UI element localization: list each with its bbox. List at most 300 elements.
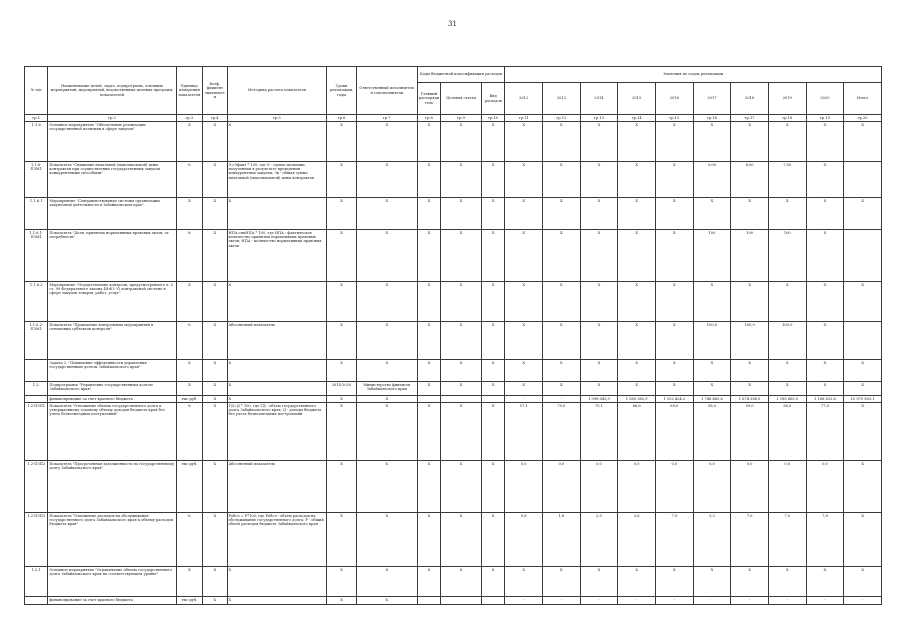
table-cell: Х — [731, 360, 769, 382]
row-name-cell: Показатель "Отношение расходов на обслуживание государственного долга Забайкальского края к объему расходов бюджета края" — [48, 513, 176, 567]
table-cell: Х — [806, 360, 844, 382]
table-cell: Х — [227, 198, 327, 230]
row-name-cell: Основное мероприятие "Ограничение объема государственного долга Забайкальского края на соответствующем уровне" — [48, 567, 176, 597]
table-cell: Х — [481, 513, 504, 567]
table-cell: Х — [227, 360, 327, 382]
table-row — [25, 396, 882, 403]
table-cell: Х — [356, 198, 417, 230]
table-cell: - — [505, 396, 543, 403]
table-cell — [441, 597, 482, 605]
table-cell: Министерство финансов Забайкальского края — [356, 382, 417, 396]
table-cell: Х — [844, 382, 882, 396]
table-cell: 1 168 832,6 — [806, 396, 844, 403]
table-cell: Х — [580, 282, 618, 322]
table-cell: 0,0 — [731, 461, 769, 513]
table-cell: Х — [441, 403, 482, 461]
header-no: № п/п — [25, 67, 48, 115]
table-cell: Х — [356, 513, 417, 567]
table-cell: Х — [481, 198, 504, 230]
table-cell: Х — [227, 382, 327, 396]
table-cell: 2014-2020 — [327, 382, 357, 396]
table-cell: 70,1 — [580, 403, 618, 461]
header-year: 2014 — [580, 83, 618, 115]
header-admin: Главный распорядитель — [417, 83, 440, 115]
table-cell: Х — [441, 122, 482, 162]
table-cell: Х — [768, 282, 806, 322]
table-cell: 1 746 465,6 — [693, 396, 731, 403]
table-cell: 1 569 382,9 — [618, 396, 656, 403]
table-cell: Х — [441, 198, 482, 230]
table-cell: Х — [768, 122, 806, 162]
table-cell: Х — [844, 567, 882, 597]
table-cell: Х — [417, 282, 440, 322]
table-cell: Х — [227, 396, 327, 403]
table-cell: Х — [327, 122, 357, 162]
table-cell: 69,0 — [655, 403, 693, 461]
table-row — [25, 360, 882, 382]
row-number-cell: 1.1.6.2-ПЗМ1 — [25, 322, 48, 360]
table-cell: Х — [417, 382, 440, 396]
table-cell: Х — [176, 382, 202, 396]
table-cell: Х — [693, 198, 731, 230]
table-cell: Х — [441, 567, 482, 597]
table-cell: Х — [693, 567, 731, 597]
table-cell: Х — [203, 403, 227, 461]
table-cell: Х — [356, 162, 417, 198]
table-cell: Х — [441, 162, 482, 198]
table-cell: Х — [481, 162, 504, 198]
table-cell: 0,0 — [505, 461, 543, 513]
column-number: гр.17 — [731, 115, 769, 122]
table-cell: Х — [655, 322, 693, 360]
table-cell: Х — [655, 122, 693, 162]
column-number: гр.9 — [441, 115, 482, 122]
table-cell: Х — [481, 322, 504, 360]
table-cell: Х — [580, 230, 618, 282]
row-name-cell: Показатель "Снижение начальной (максимальной) цены контрактов при осуществлении государственных закупок конкурентными способами" — [48, 162, 176, 198]
table-cell: Х — [693, 282, 731, 322]
table-cell: 5,3 — [693, 513, 731, 567]
table-cell: Х — [806, 567, 844, 597]
column-number: гр.7 — [356, 115, 417, 122]
table-cell: Х — [505, 382, 543, 396]
table-cell: Х — [731, 122, 769, 162]
table-cell: - — [693, 597, 731, 605]
row-name-cell: Показатель "Доля, принятых нормативных правовых актов, от потребности" — [48, 230, 176, 282]
row-number-cell: 1.2-ПЗП1 — [25, 403, 48, 461]
table-cell: Х — [327, 597, 357, 605]
table-row — [25, 403, 882, 461]
table-cell: 1 098 843,9 — [580, 396, 618, 403]
table-cell: Х — [806, 282, 844, 322]
row-number-cell — [25, 360, 48, 382]
table-cell: 7,0 — [731, 513, 769, 567]
table-cell: Х — [417, 162, 440, 198]
table-row — [25, 461, 882, 513]
table-cell: 0,0 — [618, 461, 656, 513]
table-cell: % — [176, 403, 202, 461]
table-cell: Х — [543, 230, 581, 282]
page-number: 31 — [448, 20, 457, 28]
table-cell: Х — [176, 360, 202, 382]
row-name-cell: Мероприятие "Совершенствование системы организации закупочной деятельности в Забайкальском крае" — [48, 198, 176, 230]
table-cell: 1,8 — [543, 513, 581, 567]
header-year: 2013 — [543, 83, 581, 115]
table-cell: Х — [356, 360, 417, 382]
row-name-cell: Задача 2. "Повышение эффективности управления государственным долгом Забайкальского края" — [48, 360, 176, 382]
table-cell: 1 532 424,2 — [655, 396, 693, 403]
table-cell: - — [768, 597, 806, 605]
table-cell: Х — [655, 230, 693, 282]
table-cell: Х — [618, 122, 656, 162]
table-cell: Х — [203, 382, 227, 396]
table-cell: Х — [227, 122, 327, 162]
table-cell: - — [505, 597, 543, 605]
header-name: Наименование целей, задач, подпрограмм, основных мероприятий, мероприятий, ведомственных целевых программ, показателей — [48, 67, 176, 115]
table-cell: Х — [693, 382, 731, 396]
table-cell: Х — [327, 282, 357, 322]
table-cell: Х — [580, 162, 618, 198]
table-cell: Х — [417, 360, 440, 382]
table-cell: 77,0 — [806, 403, 844, 461]
table-cell: 7,9 — [655, 513, 693, 567]
table-cell: Х — [693, 122, 731, 162]
header-type: Вид расходов — [481, 83, 504, 115]
column-number: гр.4 — [203, 115, 227, 122]
table-cell: Х — [693, 360, 731, 382]
column-number: гр.13 — [580, 115, 618, 122]
table-cell: Х — [618, 360, 656, 382]
table-cell: Э=Эфакт * 100, где Э - сумма экономии, полученная в результате проведения конкурентных закупок; Зк - общая сумма начальной (максимальной) цены контрактов — [227, 162, 327, 198]
table-cell: Х — [327, 461, 357, 513]
table-cell: Х — [176, 567, 202, 597]
header-year: 2019 — [768, 83, 806, 115]
table-cell: % — [176, 322, 202, 360]
table-cell: тыс.руб. — [176, 461, 202, 513]
table-row — [25, 230, 882, 282]
table-cell: Х — [327, 396, 357, 403]
table-row — [25, 567, 882, 597]
column-number: гр.3 — [176, 115, 202, 122]
table-cell: Х — [844, 198, 882, 230]
table-cell: Х — [618, 382, 656, 396]
table-cell: 1 674 388,5 — [731, 396, 769, 403]
table-cell: Х — [481, 122, 504, 162]
table-cell: 7,0 — [768, 513, 806, 567]
table-cell: - — [618, 597, 656, 605]
table-cell — [481, 597, 504, 605]
table-cell: 100,0 — [693, 322, 731, 360]
table-cell: 70,0 — [543, 403, 581, 461]
table-cell: Х — [203, 360, 227, 382]
table-cell: Х — [203, 282, 227, 322]
table-cell: Х — [203, 461, 227, 513]
header-total: Итого — [844, 83, 882, 115]
row-name-cell: Показатель "Проведение контрольных мероприятий в отношении субъектов контроля" — [48, 322, 176, 360]
row-number-cell: 1.2-ПЗП2 — [25, 461, 48, 513]
table-cell: Х — [441, 382, 482, 396]
table-cell: 0,0 — [580, 461, 618, 513]
table-cell: Х — [844, 513, 882, 567]
table-cell: Х — [543, 382, 581, 396]
header-year: 2020 — [806, 83, 844, 115]
table-cell: 100 — [768, 230, 806, 282]
table-cell: Х — [327, 567, 357, 597]
table-cell: - — [580, 597, 618, 605]
header-period: Сроки реализации, годы — [327, 67, 357, 115]
table-cell: Х — [441, 461, 482, 513]
table-cell: Х — [543, 122, 581, 162]
table-cell: Х — [481, 567, 504, 597]
table-cell: Х — [203, 567, 227, 597]
table-cell: Х — [203, 198, 227, 230]
table-cell: Х — [806, 198, 844, 230]
table-cell: Х — [580, 382, 618, 396]
row-number-cell: 1.2-ПЗП3 — [25, 513, 48, 567]
row-name-cell: Подпрограмма "Управление государственным долгом Забайкальского края" — [48, 382, 176, 396]
row-name-cell: Показатель "Просроченная задолженность по государственному долгу Забайкальского края" — [48, 461, 176, 513]
table-cell: Х — [417, 461, 440, 513]
table-row — [25, 382, 882, 396]
column-number: гр.10 — [481, 115, 504, 122]
table-cell: 0,0 — [655, 461, 693, 513]
table-cell: % — [176, 162, 202, 198]
table-cell: 100,0 — [731, 322, 769, 360]
table-cell: Х — [844, 282, 882, 322]
column-number: гр.19 — [806, 115, 844, 122]
table-cell: Х — [505, 122, 543, 162]
table-cell: Х — [356, 230, 417, 282]
table-cell: Х — [543, 322, 581, 360]
table-cell: Х — [176, 198, 202, 230]
table-row — [25, 162, 882, 198]
row-number-cell — [25, 396, 48, 403]
table-cell: Х — [441, 282, 482, 322]
column-number: гр.16 — [693, 115, 731, 122]
header-year: 2017 — [693, 83, 731, 115]
table-cell: 0,0 — [806, 461, 844, 513]
table-cell: Х — [505, 282, 543, 322]
table-cell: 6,00 — [731, 162, 769, 198]
table-cell: Х — [731, 567, 769, 597]
table-cell: Х — [655, 567, 693, 597]
table-cell: Х — [655, 282, 693, 322]
table-cell: 100 — [731, 230, 769, 282]
header-year: 2015 — [618, 83, 656, 115]
table-cell: ГД=Д * 100, где ГД - объем государственного долга Забайкальского края; Д - доходы бюджета без учета безвозмездных поступлений — [227, 403, 327, 461]
table-cell: 66,6 — [618, 403, 656, 461]
table-cell: Х — [543, 162, 581, 198]
table-cell: Х — [481, 230, 504, 282]
table-cell: Х — [580, 322, 618, 360]
table-cell: Х — [505, 162, 543, 198]
table-cell: 57,1 — [505, 403, 543, 461]
table-cell: Х — [806, 322, 844, 360]
header-year: 2016 — [655, 83, 693, 115]
table-cell: Х — [327, 360, 357, 382]
column-number: гр.1 — [25, 115, 48, 122]
table-row — [25, 597, 882, 605]
table-cell: Х — [481, 282, 504, 322]
table-cell: Х — [356, 396, 417, 403]
table-cell: Х — [543, 360, 581, 382]
row-number-cell — [25, 597, 48, 605]
table-cell: Х — [417, 122, 440, 162]
table-cell: Х — [417, 230, 440, 282]
table-cell: Х — [655, 360, 693, 382]
table-cell: Х — [417, 403, 440, 461]
table-cell: Х — [844, 403, 882, 461]
table-cell: Х — [227, 282, 327, 322]
header-article: Целевая статья — [441, 83, 482, 115]
column-number: гр.15 — [655, 115, 693, 122]
row-name-cell: Показатель "Отношение объема государственного долга к утвержденному годовому объему доходов бюджета края без учета безвозмездных поступлений" — [48, 403, 176, 461]
table-cell: Х — [203, 122, 227, 162]
table-cell: - — [731, 597, 769, 605]
table-cell: Х — [441, 513, 482, 567]
table-cell: Х — [481, 360, 504, 382]
column-number: гр.18 — [768, 115, 806, 122]
table-cell: 56,0 — [768, 403, 806, 461]
table-cell: Х — [327, 322, 357, 360]
row-number-cell: 1.1.6 — [25, 122, 48, 162]
table-cell: 5,00 — [693, 162, 731, 198]
table-cell: - — [806, 597, 844, 605]
table-cell: Х — [356, 122, 417, 162]
table-cell: Х — [580, 360, 618, 382]
header-executor: Ответственный исполнитель и соисполнители — [356, 67, 417, 115]
table-cell: Абсолютный показатель — [227, 322, 327, 360]
header-method: Методика расчета показателя — [227, 67, 327, 115]
table-cell: Х — [176, 122, 202, 162]
table-cell: Х — [481, 461, 504, 513]
table-cell: Х — [618, 162, 656, 198]
table-cell: 2,5 — [580, 513, 618, 567]
table-row — [25, 282, 882, 322]
table-cell: Х — [203, 322, 227, 360]
table-cell: Х — [227, 567, 327, 597]
header-year: 2012 — [505, 83, 543, 115]
table-cell: Х — [327, 198, 357, 230]
table-cell: Абсолютный показатель — [227, 461, 327, 513]
program-table — [24, 66, 882, 605]
table-cell: - — [844, 597, 882, 605]
table-cell: Х — [806, 122, 844, 162]
table-cell: Х — [176, 282, 202, 322]
table-cell: Х — [543, 282, 581, 322]
table-row — [25, 513, 882, 567]
table-row — [25, 198, 882, 230]
header-budget-codes: Коды бюджетной классификации расходов — [417, 67, 505, 83]
table-cell: 7,00 — [768, 162, 806, 198]
table-cell: Х — [481, 382, 504, 396]
row-number-cell: 1.1.6.2 — [25, 282, 48, 322]
header-year: 2018 — [731, 83, 769, 115]
table-cell: Х — [356, 322, 417, 360]
table-cell: Х — [618, 230, 656, 282]
table-cell: Х — [580, 122, 618, 162]
table-cell: - — [543, 597, 581, 605]
column-number: гр.20 — [844, 115, 882, 122]
row-number-cell: 1.1.6.1 — [25, 198, 48, 230]
table-cell: - — [655, 597, 693, 605]
table-cell: Х — [227, 597, 327, 605]
table-cell: Х — [441, 230, 482, 282]
table-cell: 100 — [693, 230, 731, 282]
table-cell: 7,8 — [806, 513, 844, 567]
header-unit: Единица измерения показателя — [176, 67, 202, 115]
table-cell: - — [543, 396, 581, 403]
table-cell — [417, 597, 440, 605]
table-cell — [844, 322, 882, 360]
table-cell: 59,0 — [731, 403, 769, 461]
row-name-cell: Мероприятие "Осуществление контроля, предусмотренного ч. 5 ст. 99 Федерального закона 44-ФЗ "О контрактной системе в сфере закупок товаров, работ, услуг" — [48, 282, 176, 322]
row-number-cell: 1.2. — [25, 382, 48, 396]
row-name-cell: Основное мероприятие "Обеспечение реализации государственной политики в сфере закупок" — [48, 122, 176, 162]
table-cell: НПА=нпНПА * 100, где НПА - фактическое количество принятых нормативных правовых актов; НПА - количество нормативных правовых актов — [227, 230, 327, 282]
table-cell: Х — [327, 403, 357, 461]
table-cell: Х — [327, 513, 357, 567]
column-number: гр.5 — [227, 115, 327, 122]
table-cell: Х — [356, 282, 417, 322]
table-cell: Х — [441, 360, 482, 382]
table-cell: Х — [356, 567, 417, 597]
table-cell: 58,0 — [693, 403, 731, 461]
table-cell: Х — [731, 282, 769, 322]
table-cell: Х — [844, 461, 882, 513]
table-cell: Х — [731, 382, 769, 396]
table-cell: Х — [441, 322, 482, 360]
table-cell: Х — [655, 198, 693, 230]
table-cell — [441, 396, 482, 403]
table-cell: Х — [417, 198, 440, 230]
table-cell: Х — [655, 162, 693, 198]
table-cell: тыс.руб. — [176, 396, 202, 403]
table-cell: 0,0 — [543, 461, 581, 513]
table-cell: Х — [203, 162, 227, 198]
row-name-cell: финансирование за счет краевого бюджета — [48, 396, 176, 403]
table-cell — [844, 162, 882, 198]
table-cell: Х — [203, 513, 227, 567]
table-cell: Х — [356, 403, 417, 461]
table-cell: 10 975 803,1 — [844, 396, 882, 403]
table-cell: Х — [806, 162, 844, 198]
table-cell: Х — [203, 396, 227, 403]
table-cell: тыс.руб. — [176, 597, 202, 605]
row-number-cell: 1.2.1 — [25, 567, 48, 597]
table-cell: Х — [580, 567, 618, 597]
table-cell — [417, 396, 440, 403]
table-cell: Х — [505, 360, 543, 382]
table-cell: Х — [618, 198, 656, 230]
table-cell — [481, 396, 504, 403]
table-cell: Х — [417, 322, 440, 360]
column-number: гр.11 — [505, 115, 543, 122]
row-number-cell: 1.1.6-ПЗМ1 — [25, 162, 48, 198]
table-cell: Х — [580, 198, 618, 230]
column-number: гр.8 — [417, 115, 440, 122]
table-cell: Х — [505, 567, 543, 597]
table-cell: % — [176, 513, 202, 567]
table-cell: 0,0 — [693, 461, 731, 513]
table-cell: 0,8 — [505, 513, 543, 567]
column-number: гр.2 — [48, 115, 176, 122]
column-number: гр.6 — [327, 115, 357, 122]
table-cell: Х — [505, 322, 543, 360]
row-name-cell: финансирование за счет краевого бюджета — [48, 597, 176, 605]
table-cell: Х — [618, 567, 656, 597]
table-cell: Х — [844, 360, 882, 382]
